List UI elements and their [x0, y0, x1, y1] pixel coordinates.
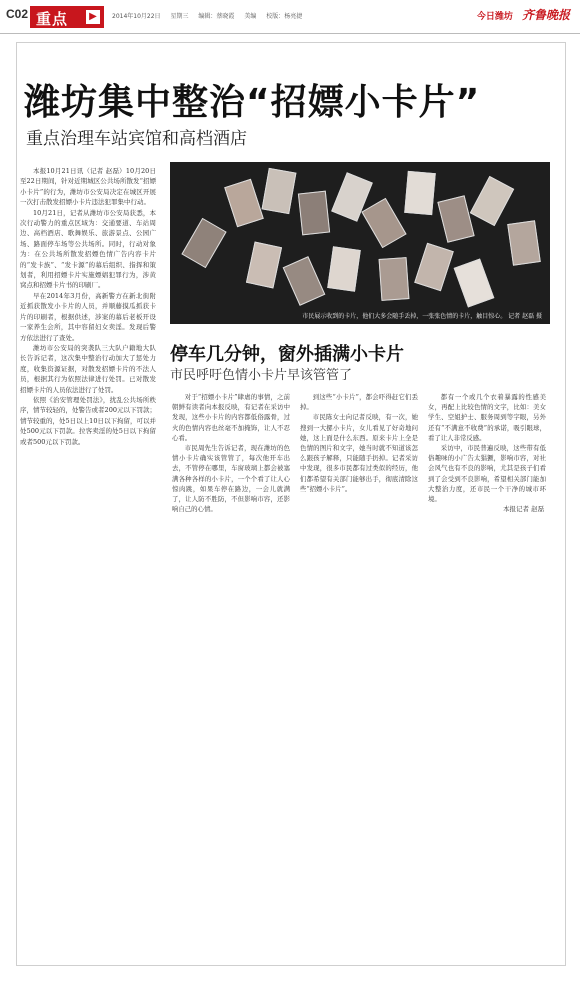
issue-proofreader: 校版：杨亮捷: [266, 13, 303, 20]
brand: [477, 6, 570, 23]
photo-card: [454, 258, 495, 307]
photo-card: [327, 246, 361, 291]
photo-card: [298, 191, 330, 236]
body-paragraph: 对于“招嫖小卡片”肆虐的事情，之前朝鲜有读者向本报反映，有记者在采访中发现，这些小卡片的内容都低俗露骨，过火的色情内容也丝毫不加掩饰，让人不忍心看。: [172, 393, 290, 442]
body-column-1: [172, 392, 290, 514]
body-column-3: [428, 392, 546, 504]
issue-weekday: 星期三: [170, 13, 189, 20]
issue-editor: 编辑：蔡晓霞: [198, 13, 235, 20]
photo-card: [414, 243, 454, 292]
headline: 潍坊集中整治“招嫖小卡片”: [24, 82, 481, 123]
lead-paragraph: 依照《治安管理处罚法》，扰乱公共场所秩序，情节较轻的，处警告或者200元以下罚款；情节较重的，处5日以上10日以下拘留，可以并处500元以下罚款。拉客卖淫的处5日以下拘留或者500元以下罚款。: [20, 395, 156, 446]
photo-card: [361, 198, 406, 248]
section-arrow-icon: ▶: [86, 10, 100, 24]
issue-designer: 美编: [244, 13, 257, 20]
subheadline: 重点治理车站宾馆和高档酒店: [26, 129, 247, 149]
news-photo: [170, 162, 550, 324]
body-paragraph: 采访中，市民普遍反映，这些带有低俗趣味的小广告太猖獗，影响市容，对社会风气也有不良的影响，尤其是孩子们看到了会受到不良影响，希望相关部门能加大整治力度，还市民一个干净的城市环境。: [428, 444, 546, 504]
page-header: [0, 0, 580, 34]
photo-card: [437, 195, 474, 243]
photo-card: [283, 256, 326, 306]
body-paragraph: 市民周先生告诉记者，现在潍坊的色情小卡片确实该管管了，每次他开车出去，不管停在哪里，车窗玻璃上都会被塞满各种各样的小卡片，一个个看了让人心惊肉跳，如果车停在路边，一会儿就满了，让人防不胜防，不但影响市容，还影响自己的心情。: [172, 444, 290, 514]
header-divider: [0, 33, 580, 34]
section-heading: 停车几分钟，窗外插满小卡片: [170, 344, 404, 365]
lead-paragraph: 本报10月21日讯（记者 赵磊）10月20日至22日期间，针对近期城区公共场所散发“招嫖小卡片”的行为，潍坊市公安局决定在城区开展一次打击散发招嫖小卡片违法犯罪集中行动。: [20, 167, 156, 207]
photo-card: [404, 171, 436, 215]
photo-card: [181, 218, 226, 268]
photo-card: [379, 257, 410, 301]
photo-card: [246, 242, 282, 289]
lead-paragraph: 潍坊市公安局的突袭队三大队户籍地大队长告诉记者，这次集中整治行动加大了惩处力度，收集资源证据，对散发招嫖卡片的不法人员，根据其行为依照法律进行处罚。已对散发招嫖卡片的人员依法进行了处罚。: [20, 343, 156, 394]
issue-date: 2014年10月22日: [112, 13, 161, 20]
newspaper-logo: 齐鲁晚报: [521, 8, 570, 22]
photo-card: [470, 176, 514, 226]
body-paragraph: 到这些“小卡片”，都会吓得赶它们丢掉。: [300, 393, 418, 412]
body-column-2: [300, 392, 418, 508]
section-label: 重点: [36, 10, 69, 28]
issue-meta: [112, 11, 310, 20]
lead-paragraph: 早在2014年3月份，高新警方在新北街附近抓获散发小卡片的人员，并顺藤摸瓜抓获卡片的印刷者，根据供述，涉案的幕后老板开设一家养生会所，其中容留妇女卖淫。发现后警方依法进行了查处。: [20, 291, 156, 342]
byline: 本报记者 赵磊: [503, 505, 545, 513]
body-paragraph: 市民陈女士向记者反映，有一次，她搜到一大摞小卡片，女儿看见了好奇地问她，这上面是什么东西。原来卡片上全是色情的图片和文字，她当时就不知道该怎么跟孩子解释，只能随手扔掉。记者采访中发现，很多市民都有过类似的经历，他们都希望有关部门能够出手，彻底清除这些“招嫖小卡片”。: [300, 413, 418, 493]
section-subheading: 市民呼吁色情小卡片早该管管了: [170, 368, 353, 383]
photo-card: [262, 168, 297, 214]
lead-column: [20, 166, 156, 482]
photo-card: [507, 220, 541, 265]
photo-card: [224, 179, 264, 228]
column-name: 今日潍坊: [476, 12, 513, 22]
body-paragraph: 都有一个或几个衣着暴露的性感美女，再配上比较色情的文字，比如：美女学生、空姐护士、服务周到等字眼，另外还有“不满意不收费”的承诺，吸引眼球，看了让人非常反感。: [428, 393, 546, 442]
section-tab: [30, 6, 104, 28]
photo-caption: 市民展示收到的卡片，他们大多会随手丢掉，一张张色情的卡片，触目惊心。 记者 赵磊 摄: [302, 313, 542, 320]
lead-paragraph: 10月21日，记者从潍坊市公安局获悉，本次行动警力的重点区域为：交通要道、车站周边、高档酒店、歌舞娱乐、旅游景点、公园广场、路面停车场等公共场所。同时，行动对象为：在公共场所散发招嫖色情广告内容卡片的“发卡族”、“发卡源”的幕后组织、指挥和策划者，利用招嫖卡片实施嫖娼犯罪行为，涉黄窝点和招嫖卡片书的印刷厂。: [20, 208, 156, 290]
page-number: C02: [6, 7, 29, 21]
